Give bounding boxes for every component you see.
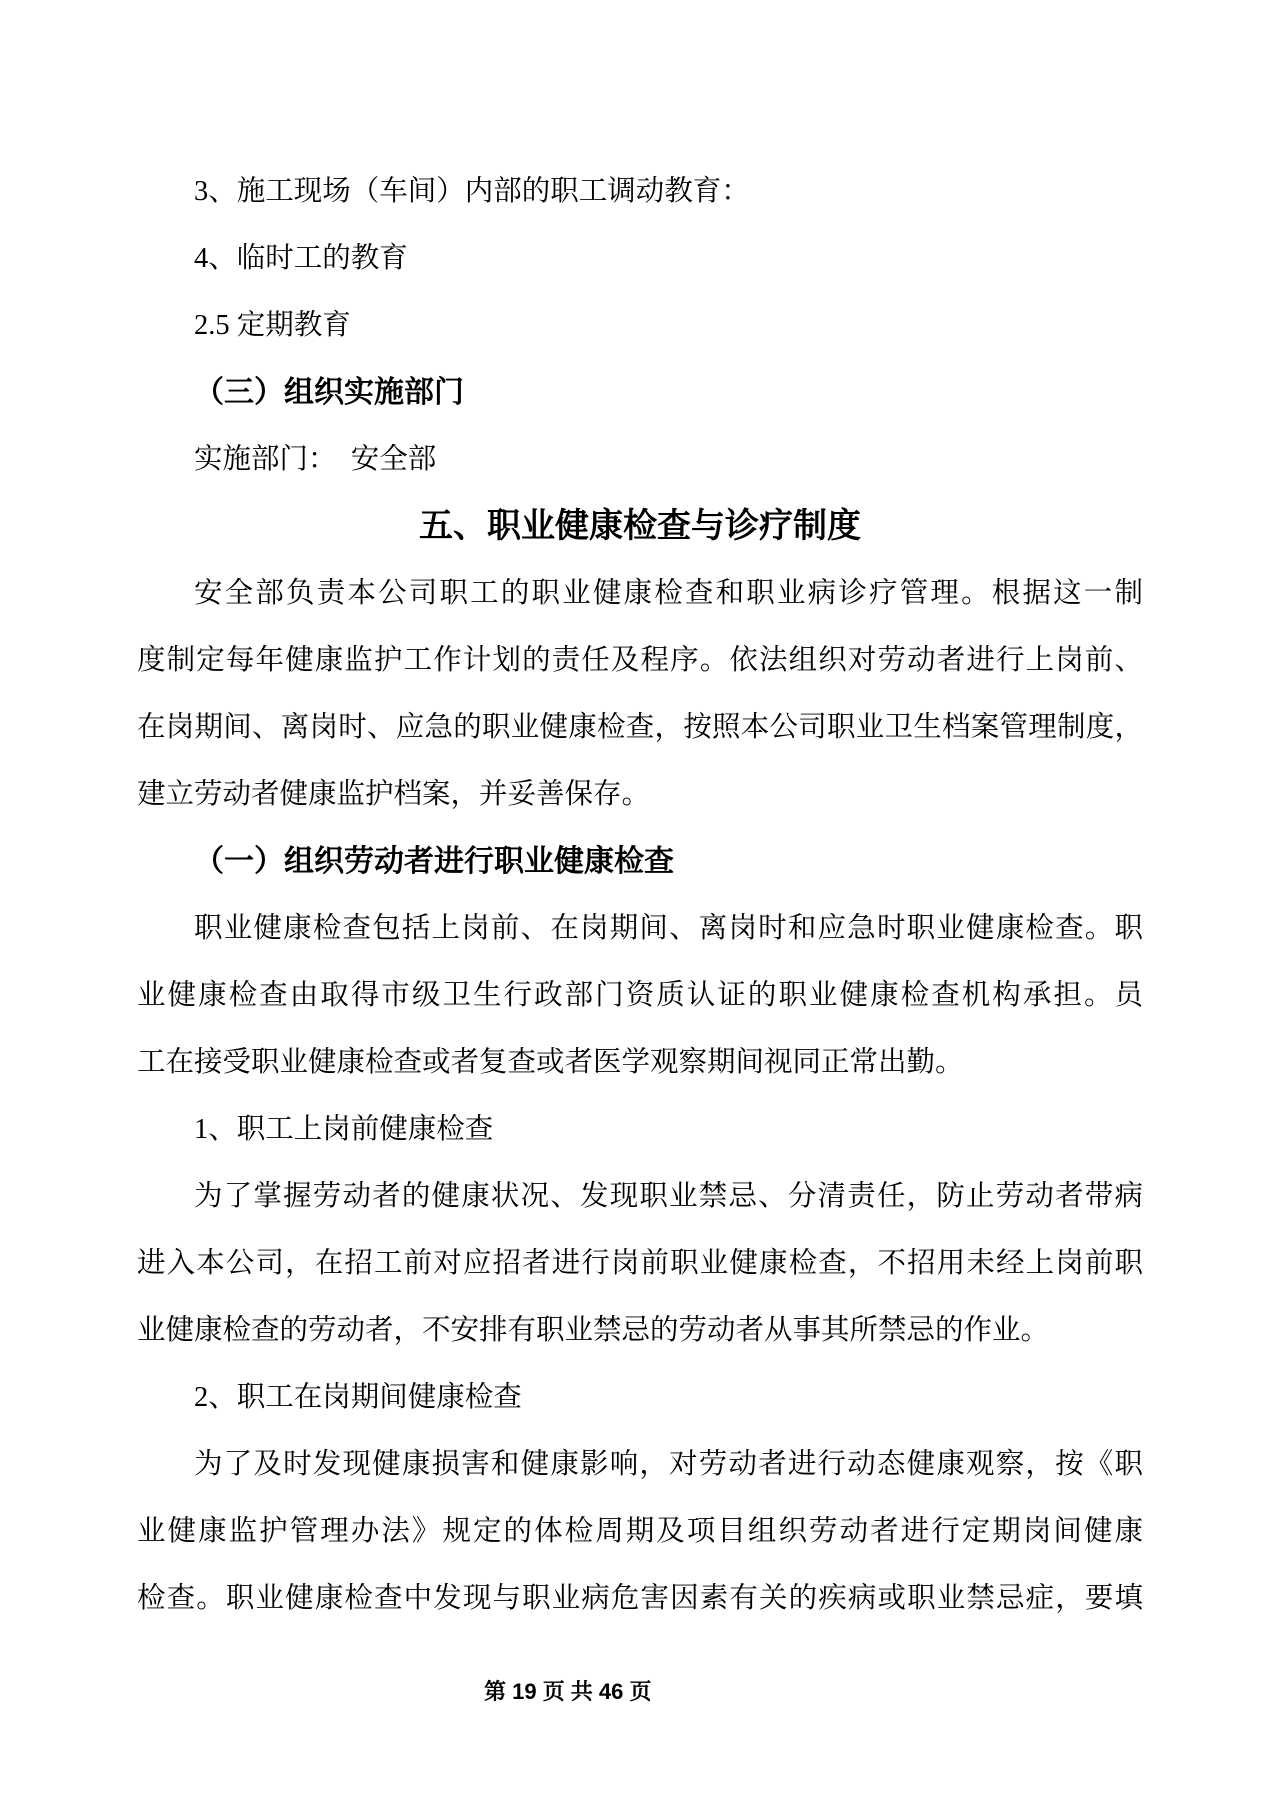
chapter-title: 五、职业健康检查与诊疗制度 (419, 507, 861, 545)
paragraph-line: 为了及时发现健康损害和健康影响，对劳动者进行动态健康观察，按《职 (194, 1449, 1143, 1480)
page-number-footer: 第 19 页 共 46 页 (484, 1679, 652, 1704)
document-body (137, 158, 1143, 1632)
section-heading-organizing-department: （三）组织实施部门 (194, 376, 464, 409)
paragraph-line: 检查。职业健康检查中发现与职业病危害因素有关的疾病或职业禁忌症，要填 (137, 1583, 1143, 1614)
paragraph-line: 安全部负责本公司职工的职业健康检查和职业病诊疗管理。根据这一制 (194, 578, 1143, 609)
sub-item-1-heading: 1、职工上岗前健康检查 (194, 1114, 494, 1145)
list-item-2-5: 2.5 定期教育 (194, 310, 351, 341)
paragraph-line: 在岗期间、离岗时、应急的职业健康检查，按照本公司职业卫生档案管理制度， (137, 712, 1143, 743)
paragraph-line: 建立劳动者健康监护档案，并妥善保存。 (137, 779, 651, 810)
paragraph-line: 进入本公司，在招工前对应招者进行岗前职业健康检查，不招用未经上岗前职 (137, 1248, 1143, 1279)
implementing-department-line: 实施部门： 安全部 (194, 444, 437, 475)
paragraph-line: 职业健康检查包括上岗前、在岗期间、离岗时和应急时职业健康检查。职 (194, 913, 1143, 944)
list-item-3: 3、施工现场（车间）内部的职工调动教育： (194, 176, 750, 207)
paragraph-line: 工在接受职业健康检查或者复查或者医学观察期间视同正常出勤。 (137, 1047, 964, 1078)
paragraph-line: 度制定每年健康监护工作计划的责任及程序。依法组织对劳动者进行上岗前、 (137, 645, 1143, 676)
section-heading-health-check: （一）组织劳动者进行职业健康检查 (194, 845, 674, 878)
list-item-4: 4、临时工的教育 (194, 243, 408, 274)
paragraph-line: 为了掌握劳动者的健康状况、发现职业禁忌、分清责任，防止劳动者带病 (194, 1181, 1143, 1212)
paragraph-line: 业健康检查由取得市级卫生行政部门资质认证的职业健康检查机构承担。员 (137, 980, 1143, 1011)
paragraph-line: 业健康监护管理办法》规定的体检周期及项目组织劳动者进行定期岗间健康 (137, 1516, 1143, 1547)
paragraph-line: 业健康检查的劳动者，不安排有职业禁忌的劳动者从事其所禁忌的作业。 (137, 1315, 1050, 1346)
sub-item-2-heading: 2、职工在岗期间健康检查 (194, 1382, 522, 1413)
